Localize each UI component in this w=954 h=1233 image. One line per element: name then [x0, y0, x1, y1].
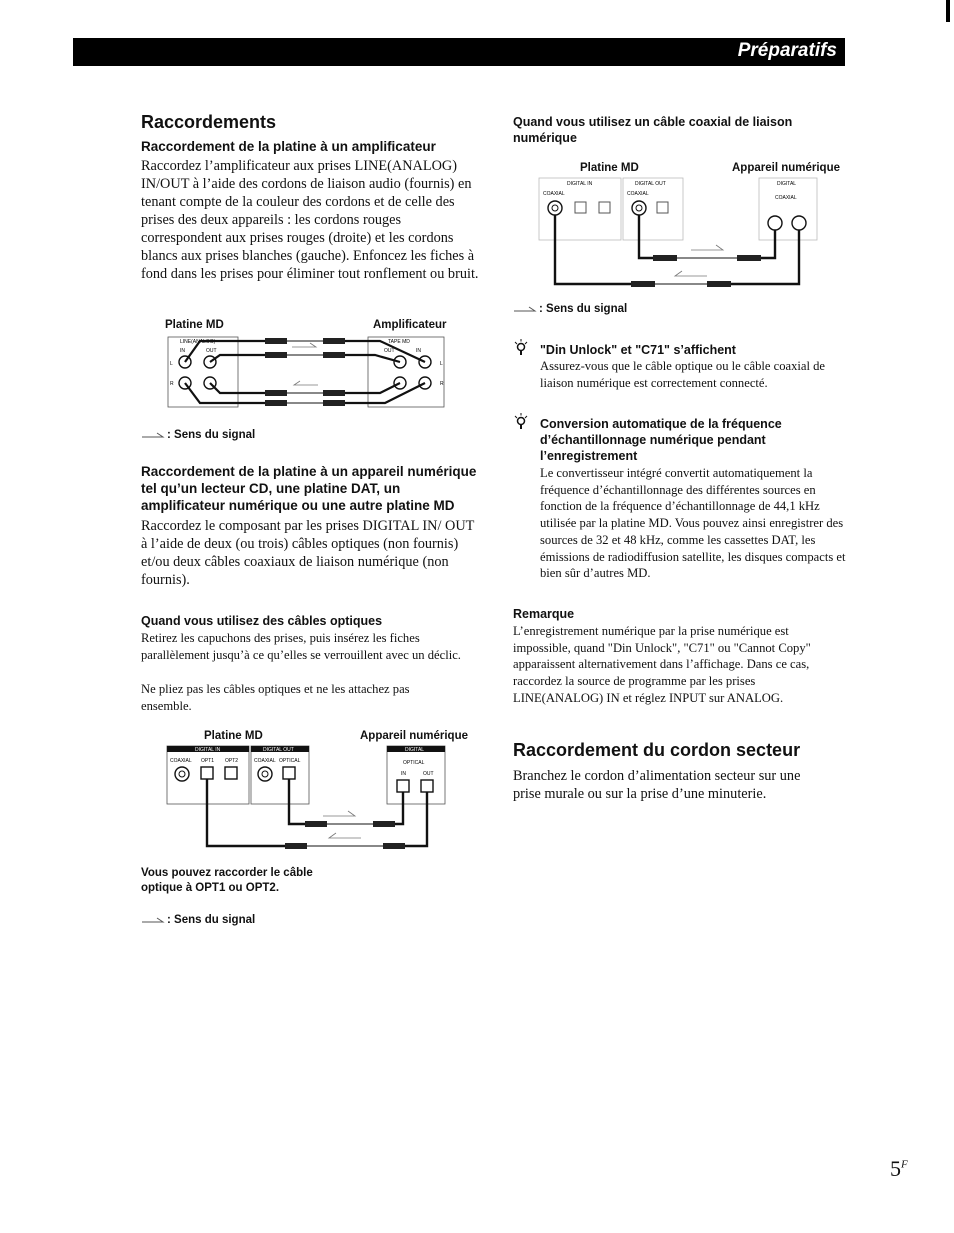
lightbulb-icon — [513, 413, 529, 431]
digital-text: Raccordez le composant par les prises DIGITAL IN/ OUT à l’aide de deux (ou trois) câbles optiques (non fournis) et/ou deux câbles coaxiaux de liaison numérique (non fournis). — [141, 518, 475, 588]
svg-text:DIGITAL: DIGITAL — [405, 747, 425, 753]
svg-text:OPTICAL: OPTICAL — [279, 758, 301, 764]
svg-text:DIGITAL IN: DIGITAL IN — [567, 181, 593, 187]
coaxial-connection-diagram — [535, 176, 825, 291]
svg-text:OPT2: OPT2 — [225, 758, 239, 764]
page-edge-mark — [946, 0, 950, 22]
diagram2-label-right: Appareil numérique — [732, 162, 840, 174]
svg-text:COAXIAL: COAXIAL — [775, 195, 797, 201]
svg-text:DIGITAL OUT: DIGITAL OUT — [635, 181, 666, 187]
svg-text:IN: IN — [416, 348, 421, 354]
diagram1-label-right: Amplificateur — [373, 319, 447, 331]
optical-heading: Quand vous utilisez des câbles optiques — [141, 614, 383, 628]
optical-text-2: Ne pliez pas les câbles optiques et ne les attachez pas ensemble. — [141, 682, 410, 713]
optical-connection-diagram — [165, 744, 455, 859]
tip1-heading: "Din Unlock" et "C71" s’affichent — [540, 343, 736, 357]
power-text: Branchez le cordon d’alimentation secteur sur une prise murale ou sur la prise d’une minuterie. — [513, 768, 801, 802]
md-panel — [168, 337, 238, 407]
diagram3-label-left: Platine MD — [204, 730, 263, 742]
svg-text:DIGITAL OUT: DIGITAL OUT — [263, 747, 294, 753]
svg-text:L: L — [170, 361, 173, 367]
svg-text:COAXIAL: COAXIAL — [543, 191, 565, 197]
tip1-text: Assurez-vous que le câble optique ou le câble coaxial de liaison numérique est correctement connecté. — [540, 359, 825, 390]
page-title: Raccordements — [141, 112, 277, 132]
signal-legend-2: : Sens du signal — [513, 303, 627, 315]
svg-text:OUT: OUT — [384, 348, 395, 354]
svg-text:OUT: OUT — [423, 771, 434, 777]
svg-text:IN: IN — [401, 771, 406, 777]
coax-heading: Quand vous utilisez un câble coaxial de liaison numérique — [513, 115, 793, 145]
diagram3-label-right: Appareil numérique — [360, 730, 468, 742]
signal-legend-1: : Sens du signal — [141, 429, 255, 441]
tip2-text: Le convertisseur intégré convertit automatiquement la fréquence d’échantillonnage des différentes sources en fonction de la fréquence d’échantillonnage de 44,1 kHz utilisée par la platine MD. Vous pouvez ainsi enregistrer des sources de 32 et 48 kHz, comme les cassettes DAT, les émissions de radiodiffusion satellite, les disques compacts et bien sûr d’autres MD. — [540, 466, 846, 581]
svg-text:OPT1: OPT1 — [201, 758, 215, 764]
svg-text:COAXIAL: COAXIAL — [170, 758, 192, 764]
optical-text-1: Retirez les capuchons des prises, puis insérez les fiches parallèlement jusqu’à ce qu’elles se verrouillent avec un déclic. — [141, 631, 461, 662]
panel-right-label: TAPE MD — [388, 339, 410, 345]
lightbulb-icon — [513, 339, 529, 357]
svg-text:COAXIAL: COAXIAL — [254, 758, 276, 764]
svg-text:R: R — [170, 381, 174, 387]
svg-text:DIGITAL IN: DIGITAL IN — [195, 747, 221, 753]
optical-caption: Vous pouvez raccorder le câble optique à OPT1 ou OPT2. — [141, 867, 313, 894]
amp-heading: Raccordement de la platine à un amplificateur — [141, 139, 436, 154]
panel-left-label: LINE(ANALOG) — [180, 339, 216, 345]
amp-text: Raccordez l’amplificateur aux prises LINE(ANALOG) IN/OUT à l’aide des cordons de liaison audio (fournis) en tenant compte de la couleur des cordons et de celle des prises des deux appareils : les cordons rouges correspondent aux prises rouges (droite) et les cordons blancs aux prises blanches (gauche). Enfoncez les fiches à fond dans les prises pour éliminer tout ronflement ou bruit. — [141, 158, 479, 282]
svg-text:OPTICAL: OPTICAL — [403, 760, 425, 766]
amp-connection-diagram — [160, 333, 460, 413]
section-title: Préparatifs — [737, 40, 837, 61]
power-title: Raccordement du cordon secteur — [513, 740, 801, 760]
signal-legend-3: : Sens du signal — [141, 914, 255, 926]
amp-panel — [368, 337, 444, 407]
svg-text:IN: IN — [180, 348, 185, 354]
svg-text:OUT: OUT — [206, 348, 217, 354]
digital-heading: Raccordement de la platine à un appareil numérique tel qu’un lecteur CD, une platine DAT, un amplificateur numérique ou une autre platine MD — [141, 464, 477, 513]
diagram2-label-left: Platine MD — [580, 162, 639, 174]
svg-text:COAXIAL: COAXIAL — [627, 191, 649, 197]
svg-text:L: L — [440, 361, 443, 367]
diagram1-label-left: Platine MD — [165, 319, 224, 331]
svg-text:R: R — [440, 381, 444, 387]
remark-text: L’enregistrement numérique par la prise numérique est impossible, quand "Din Unlock", "C71" ou "Cannot Copy" apparaissent alternativement dans l’affichage. Dans ce cas, raccordez la source de programme par les prises LINE(ANALOG) IN et réglez INPUT sur ANALOG. — [513, 624, 811, 705]
remark-heading: Remarque — [513, 607, 575, 621]
tip2-heading: Conversion automatique de la fréquence d’échantillonnage numérique pendant l’enregistrement — [540, 417, 782, 463]
page-number: $5^F$ — [890, 1156, 908, 1181]
section-banner — [73, 38, 845, 66]
svg-text:DIGITAL: DIGITAL — [777, 181, 797, 187]
